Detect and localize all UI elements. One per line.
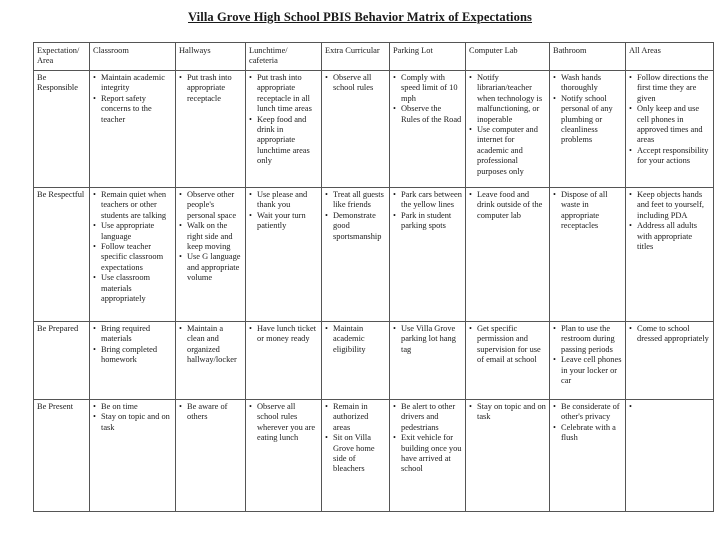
bullet-item: • Keep food and drink in appropriate lunchtime areas only	[249, 115, 318, 167]
matrix-cell	[176, 322, 246, 400]
bullet-list	[179, 402, 242, 423]
bullet-item: • Maintain academic eligibility	[325, 324, 386, 355]
matrix-cell	[466, 322, 550, 400]
bullet-list	[325, 324, 386, 355]
bullet-item: • Use classroom materials appropriately	[93, 273, 172, 304]
bullet-item: • Observe other people's personal space	[179, 190, 242, 221]
bullet-item: • Use computer and internet for academic and professional purposes only	[469, 125, 546, 177]
bullet-list	[93, 402, 172, 433]
bullet-list	[553, 190, 622, 232]
bullet-item: • Stay on topic and on task	[469, 402, 546, 423]
behavior-matrix-table	[33, 42, 714, 512]
bullet-item: • Get specific permission and supervision for use of email at school	[469, 324, 546, 366]
column-header: Extra Curricular	[322, 43, 390, 71]
bullet-item: • Remain quiet when teachers or other students are talking	[93, 190, 172, 221]
bullet-item: • Use G language and appropriate volume	[179, 252, 242, 283]
bullet-item: • Walk on the right side and keep moving	[179, 221, 242, 252]
table-row	[34, 71, 714, 188]
bullet-item: • Sit on Villa Grove home side of bleachers	[325, 433, 386, 475]
bullet-item: • Stay on topic and on task	[93, 412, 172, 433]
bullet-item: • Celebrate with a flush	[553, 423, 622, 444]
bullet-item: • Bring completed homework	[93, 345, 172, 366]
bullet-item: • Use please and thank you	[249, 190, 318, 211]
bullet-item: • Comply with speed limit of 10 mph	[393, 73, 462, 104]
matrix-cell	[550, 188, 626, 322]
column-header: Parking Lot	[390, 43, 466, 71]
bullet-item: • Park cars between the yellow lines	[393, 190, 462, 211]
matrix-cell	[90, 322, 176, 400]
bullet-list	[393, 324, 462, 355]
bullet-list	[249, 190, 318, 232]
bullet-item: • Exit vehicle for building once you have arrived at school	[393, 433, 462, 475]
matrix-cell	[176, 400, 246, 512]
bullet-item: • Wash hands thoroughly	[553, 73, 622, 94]
row-header: Be Responsible	[34, 71, 90, 188]
matrix-cell	[176, 188, 246, 322]
bullet-item: • Maintain academic integrity	[93, 73, 172, 94]
bullet-list	[393, 190, 462, 232]
column-header: All Areas	[626, 43, 714, 71]
bullet-list	[325, 190, 386, 242]
bullet-list	[93, 324, 172, 366]
matrix-cell	[322, 400, 390, 512]
row-header: Be Respectful	[34, 188, 90, 322]
matrix-cell	[90, 71, 176, 188]
matrix-cell	[246, 400, 322, 512]
bullet-list	[393, 73, 462, 125]
table-row	[34, 188, 714, 322]
bullet-item: • Wait your turn patiently	[249, 211, 318, 232]
bullet-item: • Come to school dressed appropriately	[629, 324, 710, 345]
bullet-item: • Only keep and use cell phones in approved times and areas	[629, 104, 710, 146]
bullet-list	[469, 324, 546, 366]
bullet-item: • Follow directions the first time they are given	[629, 73, 710, 104]
bullet-list	[629, 190, 710, 252]
bullet-list	[249, 324, 318, 345]
matrix-cell	[390, 322, 466, 400]
matrix-cell	[626, 188, 714, 322]
matrix-cell	[550, 322, 626, 400]
column-header: Classroom	[90, 43, 176, 71]
bullet-list	[629, 73, 710, 167]
matrix-cell	[246, 322, 322, 400]
bullet-item: • Accept responsibility for your actions	[629, 146, 710, 167]
bullet-item: • Notify school personal of any plumbing or cleanliness problems	[553, 94, 622, 146]
bullet-item: • Be on time	[93, 402, 172, 412]
matrix-cell	[466, 188, 550, 322]
bullet-item: • Report safety concerns to the teacher	[93, 94, 172, 125]
column-header: Lunchtime/ cafeteria	[246, 43, 322, 71]
bullet-item: • Have lunch ticket or money ready	[249, 324, 318, 345]
matrix-cell	[246, 188, 322, 322]
page-title: Villa Grove High School PBIS Behavior Matrix of Expectations	[188, 10, 532, 24]
bullet-item: • Notify librarian/teacher when technology is malfunctioning, or inoperable	[469, 73, 546, 125]
row-header: Be Prepared	[34, 322, 90, 400]
header-row	[34, 43, 714, 71]
matrix-cell	[390, 71, 466, 188]
bullet-item: • Leave food and drink outside of the computer lab	[469, 190, 546, 221]
bullet-item: • Remain in authorized areas	[325, 402, 386, 433]
matrix-cell	[390, 188, 466, 322]
column-header: Computer Lab	[466, 43, 550, 71]
matrix-cell	[322, 188, 390, 322]
bullet-item: • Observe all school rules wherever you are eating lunch	[249, 402, 318, 444]
bullet-item: • Address all adults with appropriate titles	[629, 221, 710, 252]
bullet-list	[325, 73, 386, 94]
matrix-cell	[626, 400, 714, 512]
bullet-list	[93, 190, 172, 304]
bullet-list	[325, 402, 386, 475]
matrix-cell	[550, 400, 626, 512]
matrix-cell	[626, 322, 714, 400]
matrix-cell	[550, 71, 626, 188]
bullet-list	[469, 73, 546, 177]
bullet-item: • Plan to use the restroom during passing periods	[553, 324, 622, 355]
column-header: Hallways	[176, 43, 246, 71]
table-row	[34, 322, 714, 400]
bullet-list	[179, 73, 242, 104]
matrix-cell	[322, 71, 390, 188]
bullet-item: • Follow teacher specific classroom expectations	[93, 242, 172, 273]
bullet-item: • Be aware of others	[179, 402, 242, 423]
bullet-item: • Dispose of all waste in appropriate receptacles	[553, 190, 622, 232]
bullet-item: • Bring required materials	[93, 324, 172, 345]
matrix-cell	[176, 71, 246, 188]
matrix-cell	[90, 188, 176, 322]
column-header: Bathroom	[550, 43, 626, 71]
bullet-list	[393, 402, 462, 475]
bullet-item: • Park in student parking spots	[393, 211, 462, 232]
bullet-item: • Use Villa Grove parking lot hang tag	[393, 324, 462, 355]
bullet-item: • Leave cell phones in your locker or car	[553, 355, 622, 386]
matrix-cell	[466, 400, 550, 512]
bullet-item: • Treat all guests like friends	[325, 190, 386, 211]
bullet-item: • Demonstrate good sportsmanship	[325, 211, 386, 242]
bullet-list	[469, 190, 546, 221]
matrix-cell	[246, 71, 322, 188]
bullet-list	[249, 73, 318, 167]
bullet-item: • Be considerate of other's privacy	[553, 402, 622, 423]
matrix-cell	[466, 71, 550, 188]
matrix-cell	[390, 400, 466, 512]
row-header: Be Present	[34, 400, 90, 512]
bullet-item: • Keep objects hands and feet to yourself, including PDA	[629, 190, 710, 221]
bullet-item: • Put trash into appropriate receptacle in all lunch time areas	[249, 73, 318, 115]
matrix-cell	[626, 71, 714, 188]
bullet-list	[629, 324, 710, 345]
bullet-list	[179, 324, 242, 366]
bullet-item: • Maintain a clean and organized hallway/locker	[179, 324, 242, 366]
bullet-item: • Be alert to other drivers and pedestrians	[393, 402, 462, 433]
bullet-list	[469, 402, 546, 423]
bullet-list	[249, 402, 318, 444]
matrix-cell	[322, 322, 390, 400]
column-header: Expectation/ Area	[34, 43, 90, 71]
bullet-list	[179, 190, 242, 284]
bullet-item: • Use appropriate language	[93, 221, 172, 242]
bullet-list	[553, 73, 622, 146]
bullet-item: • Put trash into appropriate receptacle	[179, 73, 242, 104]
bullet-item: • Observe the Rules of the Road	[393, 104, 462, 125]
bullet-list	[553, 324, 622, 386]
bullet-list	[93, 73, 172, 125]
table-row	[34, 400, 714, 512]
bullet-list	[553, 402, 622, 444]
bullet-item: • Observe all school rules	[325, 73, 386, 94]
matrix-cell	[90, 400, 176, 512]
